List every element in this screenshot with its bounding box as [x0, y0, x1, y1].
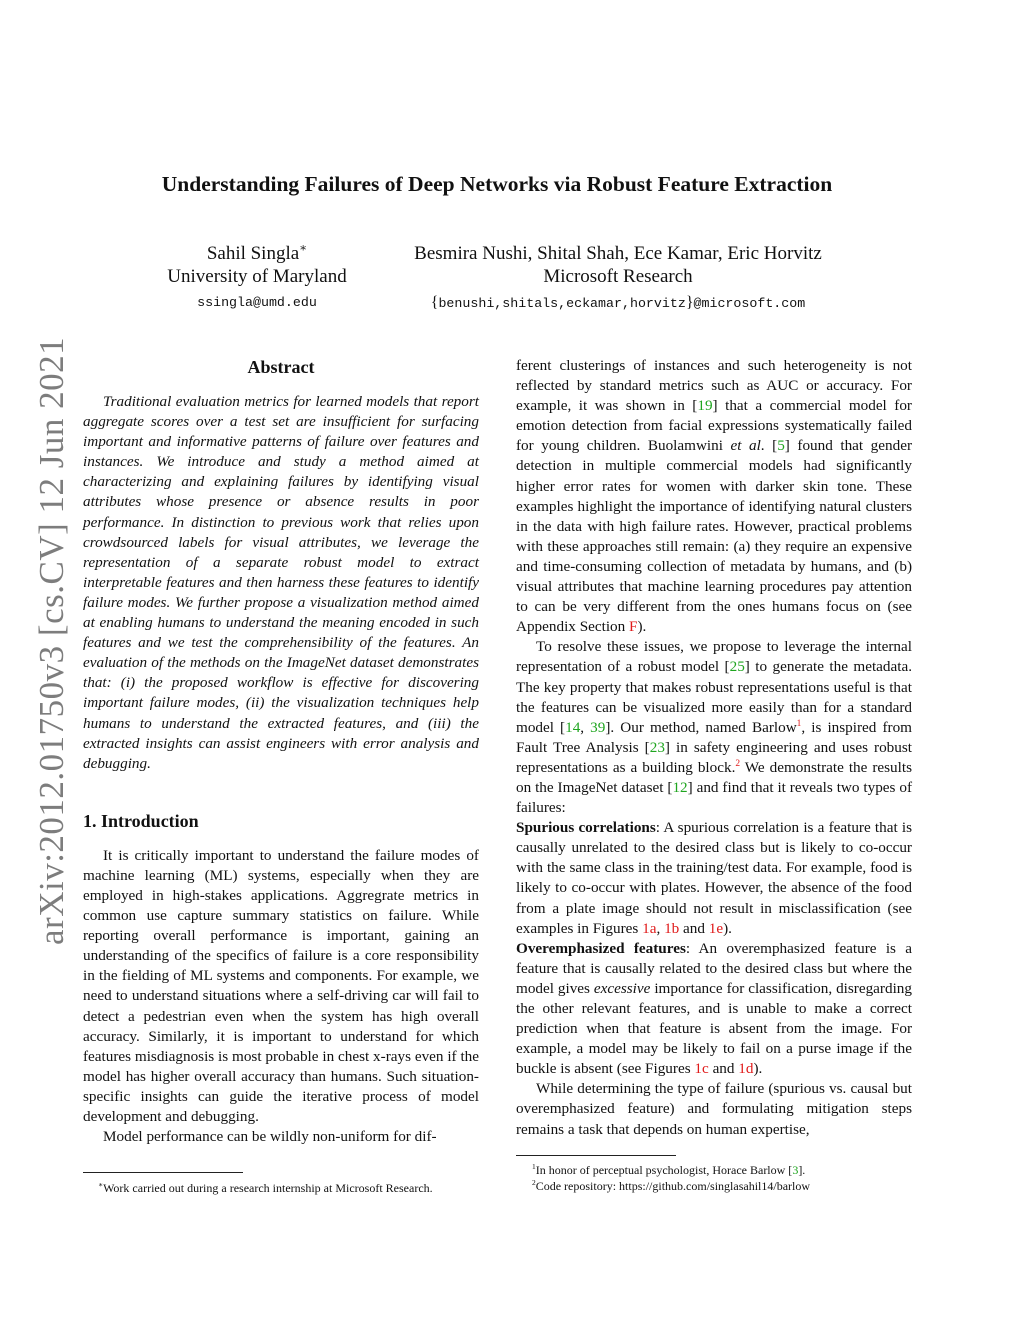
citation-link[interactable]: 25	[729, 658, 745, 676]
author-emails: {benushi,shitals,eckamar,horvitz}@microsoft.com	[430, 294, 806, 311]
author-names: Besmira Nushi, Shital Shah, Ece Kamar, Eric Horvitz	[414, 243, 822, 264]
paper-title: Understanding Failures of Deep Networks via Robust Feature Extraction	[161, 172, 833, 196]
citation-link[interactable]: 14	[565, 718, 581, 736]
footnote-2: $^2$Code repository: https://github.com/singlasahil14/barlow	[532, 1178, 811, 1193]
citation-link[interactable]: 39	[590, 718, 606, 736]
author-affiliation: Microsoft Research	[543, 266, 693, 287]
left-column	[83, 356, 479, 1147]
footnote-divider	[516, 1155, 676, 1156]
footnote-link[interactable]: 2	[735, 758, 741, 769]
author-name: Sahil Singla∗	[206, 241, 308, 264]
intro-paragraph-1: It is critically important to understand the failure modes of machine learning (ML) systems, especially when they are employed in high-stakes applications. Aggregrate metrics in common use capture summary statistics on failure. While reporting overall performance is important, gaining an understanding of the specifics of failure is a core responsibility in the fielding of ML systems and components. For example, we need to understand situations where a self-driving car will fail to detect a pedestrian even when the system has high overall accuracy. Similarly, it is important to understand for which features misdiagnosis is most probable in chest x-rays even if the model has higher overall accuracy than humans. Such situation-specific insights can guide the iterative process of model development and debugging.	[83, 846, 479, 1125]
figure-link[interactable]: 1e	[708, 919, 724, 937]
citation-link[interactable]: 19	[697, 397, 713, 415]
intro-paragraph-2: Model performance can be wildly non-uniform for dif-	[103, 1128, 437, 1146]
footnote-link[interactable]: 1	[796, 718, 802, 729]
abstract-heading: Abstract	[247, 357, 315, 377]
citation-link[interactable]: 12	[672, 778, 688, 796]
citation-link[interactable]: 5	[777, 437, 785, 455]
appendix-link[interactable]: F	[629, 618, 638, 636]
citation-link[interactable]: 3	[792, 1163, 799, 1177]
intro-paragraph-4: While determining the type of failure (spurious vs. causal but overemphasized feature) and formulating mitigation steps remains a task that depends on human expertise,	[516, 1080, 912, 1138]
figure-link[interactable]: 1b	[664, 919, 680, 937]
overemphasized-features-paragraph: Overemphasized features: An overemphasized feature is a feature that is causally related to the desired class but where the model gives excessive importance for classification, disregarding the other relevant features, and is unable to make a correct prediction when that feature is absent from the image. For example, a model may be likely to fail on a purse image if the buckle is absent (see Figures 1c and 1d).	[516, 939, 912, 1078]
intro-paragraph-3: To resolve these issues, we propose to leverage the internal representation of a robust model [25] to generate the metadata. The key property that makes robust representations useful is that the features can be visualized more easily than for a standard model [14, 39]. Our method, named Barlow$^1$, is inspired from Fault Tree Analysis [23] in safety engineering and uses robust representations as a building block.$^2$ We demonstrate the results on the ImageNet dataset [12] and find that it reveals two types of failures:	[516, 638, 912, 817]
figure-link[interactable]: 1c	[694, 1060, 709, 1078]
figure-link[interactable]: 1a	[642, 919, 657, 937]
figure-link[interactable]: 1d	[738, 1060, 754, 1078]
author-footnote-mark: ∗	[299, 241, 308, 255]
author-email: ssingla@umd.edu	[197, 295, 317, 310]
right-column	[516, 356, 912, 1140]
citation-link[interactable]: 23	[649, 738, 665, 756]
arxiv-side-stamp: arXiv:2012.01750v3 [cs.CV] 12 Jun 2021	[32, 336, 71, 945]
spurious-correlations-paragraph: Spurious correlations: A spurious correlation is a feature that is causally unrelated to the desired class but is likely to co-occur with the same class in the training/test data. For example, food is likely to co-occur with plates. However, the absence of the food from a plate image should not result in misclassification (see examples in Figures 1a, 1b and 1e).	[516, 819, 913, 937]
footnote-divider	[83, 1172, 243, 1173]
abstract-text: Traditional evaluation metrics for learned models that report aggregate scores over a test set are insufficient for surfacing important and informative patterns of failure over features and instances. We introduce and study a method aimed at characterizing and explaining failures by identifying visual attributes whose presence or absence results in poor performance. In distinction to previous work that relies upon crowdsourced labels for visual attributes, we leverage the representation of a separate robust model to extract interpretable features and then harness these features to identify failure modes. We further propose a visualization method aimed at enabling humans to understand the meaning encoded in such features and we test the comprehensibility of the features. An evaluation of the methods on the ImageNet dataset demonstrates that: (i) the proposed workflow is effective for discovering important failure modes, (ii) the visualization techniques help humans to understand the extracted features, and (iii) the extracted insights can assist engineers with error analysis and debugging.	[83, 393, 479, 772]
author-block-2	[398, 242, 838, 315]
section-heading-introduction: 1. Introduction	[83, 810, 199, 831]
author-affiliation: University of Maryland	[167, 266, 347, 287]
author-block-1	[152, 242, 362, 314]
footnote-author: ∗Work carried out during a research internship at Microsoft Research.	[98, 1180, 433, 1195]
intro-paragraph-continued: ferent clusterings of instances and such heterogeneity is not reflected by standard metrics such as AUC or accuracy. For example, it was shown in [19] that a commercial model for emotion detection from facial expressions systematically failed for young children. Buolamwini et al. [5] found that gender detection in multiple commercial models had significantly higher error rates for women with darker skin tone. These examples highlight the importance of identifying natural clusters in the data with high failure rates. However, practical problems with these approaches still remain: (a) they require an expensive and time-consuming collection of metadata by humans, and (b) visual attributes that machine learning procedures pay attention to can be very different from the ones humans focus on (see Appendix Section F).	[516, 357, 912, 636]
footnote-1: $^1$In honor of perceptual psychologist, Horace Barlow [3].	[532, 1162, 806, 1177]
